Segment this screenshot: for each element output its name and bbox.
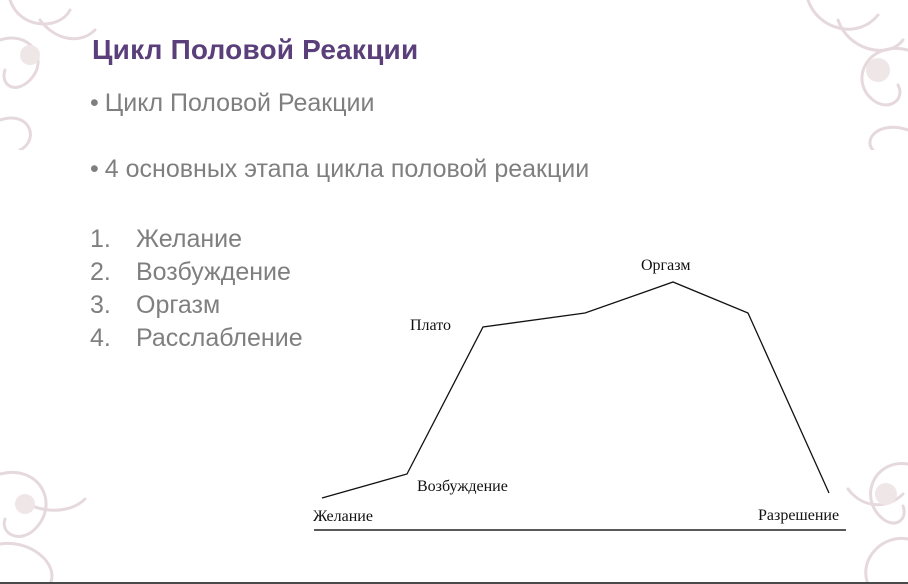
stage-number: 1. bbox=[90, 225, 111, 253]
label-orgasm: Оргазм bbox=[641, 257, 691, 274]
label-resolution: Разрешение bbox=[758, 507, 840, 524]
stage-label: Расслабление bbox=[136, 324, 303, 352]
label-desire: Желание bbox=[313, 508, 373, 525]
stage-number: 3. bbox=[90, 291, 111, 319]
bullet-marker: • bbox=[90, 155, 99, 183]
response-curve bbox=[322, 282, 829, 498]
stage-number: 2. bbox=[90, 258, 111, 286]
stage-label: Возбуждение bbox=[136, 258, 291, 286]
bullet-text: Цикл Половой Реакции bbox=[104, 89, 375, 117]
stage-label: Желание bbox=[136, 225, 243, 253]
label-plateau: Плато bbox=[410, 317, 452, 334]
stage-label: Оргазм bbox=[136, 291, 221, 319]
bullet-marker: • bbox=[90, 89, 99, 117]
label-arousal: Возбуждение bbox=[417, 478, 508, 495]
slide-title: Цикл Половой Реакции bbox=[92, 34, 419, 65]
bullet-text: 4 основных этапа цикла половой реакции bbox=[104, 155, 590, 183]
stage-number: 4. bbox=[90, 324, 111, 352]
